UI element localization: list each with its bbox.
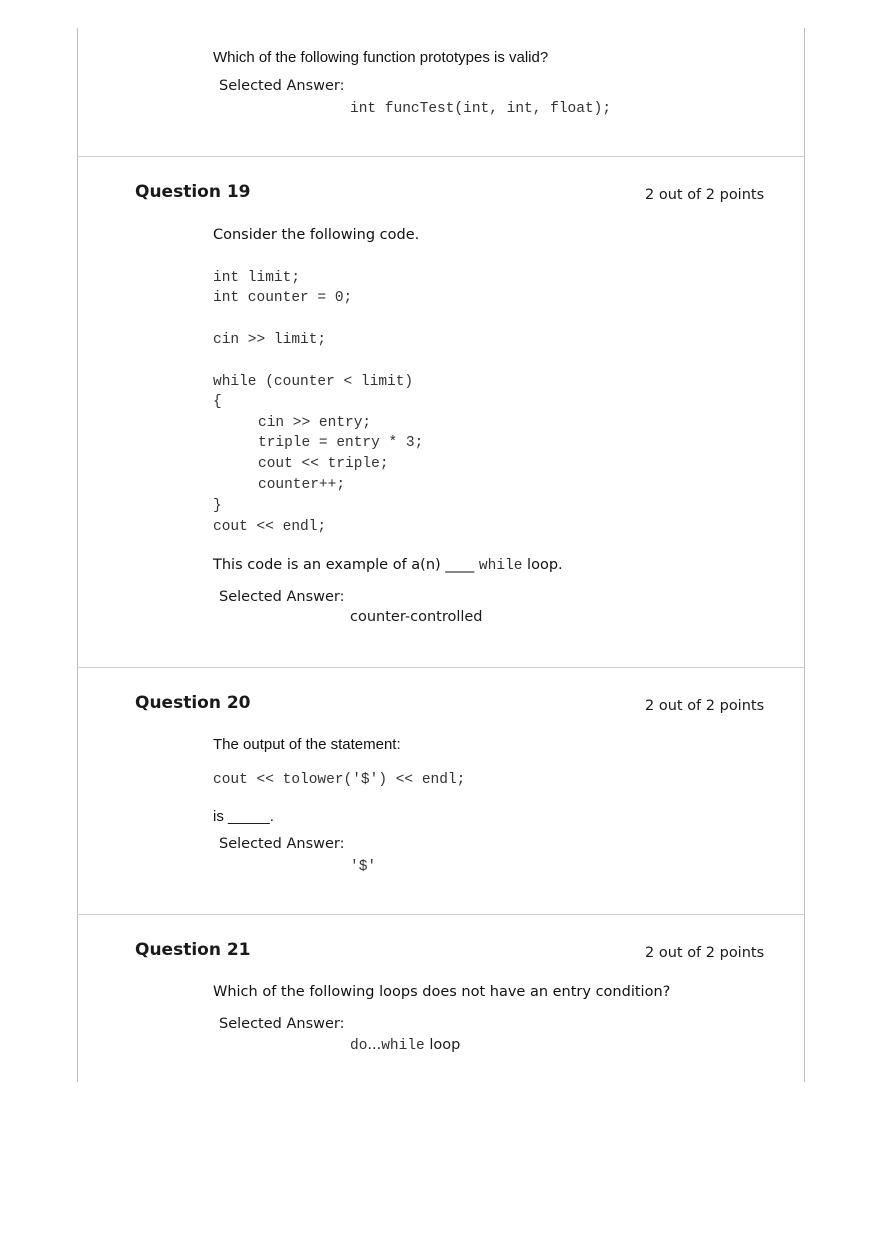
q20-selected-answer-label: Selected Answer:: [219, 836, 345, 852]
code-line: counter++;: [258, 477, 346, 493]
q21-title: Question 21: [135, 940, 251, 960]
q19-selected-answer: counter-controlled: [350, 609, 483, 625]
code-line: cout << triple;: [258, 456, 389, 472]
q19-selected-answer-label: Selected Answer:: [219, 589, 345, 605]
q18-selected-answer-label: Selected Answer:: [219, 78, 345, 94]
q21-points: 2 out of 2 points: [645, 945, 765, 961]
q20-points: 2 out of 2 points: [645, 698, 765, 714]
code-line: cout << endl;: [213, 519, 327, 535]
q19-points: 2 out of 2 points: [645, 187, 765, 203]
code-line: int limit;: [213, 270, 301, 286]
code-line: triple = entry * 3;: [258, 435, 424, 451]
q18-question-text: Which of the following function prototypes is valid?: [213, 49, 549, 66]
code-line: cin >> limit;: [213, 332, 327, 348]
q21-answer-ellipsis: ...: [367, 1037, 382, 1053]
code-line: cin >> entry;: [258, 415, 372, 431]
question-divider: [77, 156, 804, 157]
q19-prompt: [213, 557, 563, 574]
question-divider: [77, 667, 804, 668]
q18-selected-answer: int funcTest(int, int, float);: [350, 101, 612, 117]
code-line: {: [213, 394, 222, 410]
q19-prompt-after: loop.: [522, 557, 563, 573]
q19-prompt-before: This code is an example of a(n) ____: [213, 557, 479, 573]
question-divider: [77, 914, 804, 915]
q20-code: cout << tolower('$') << endl;: [213, 772, 466, 788]
q21-answer-code-do: do: [350, 1038, 368, 1054]
q19-prompt-code: while: [478, 558, 523, 574]
q19-title: Question 19: [135, 182, 251, 202]
q20-intro: The output of the statement:: [213, 736, 401, 753]
q20-selected-answer: '$': [350, 859, 377, 875]
q20-prompt: is _____.: [213, 808, 274, 825]
q21-answer-code-while: while: [381, 1038, 425, 1054]
code-line: int counter = 0;: [213, 290, 353, 306]
q20-title: Question 20: [135, 693, 251, 713]
q21-selected-answer-label: Selected Answer:: [219, 1016, 345, 1032]
q21-question-text: Which of the following loops does not have an entry condition?: [213, 984, 671, 1000]
code-line: }: [213, 498, 222, 514]
q21-answer-after: loop: [424, 1037, 461, 1053]
q19-intro: Consider the following code.: [213, 227, 420, 243]
q21-selected-answer: [350, 1037, 460, 1054]
code-line: while (counter < limit): [213, 374, 414, 390]
